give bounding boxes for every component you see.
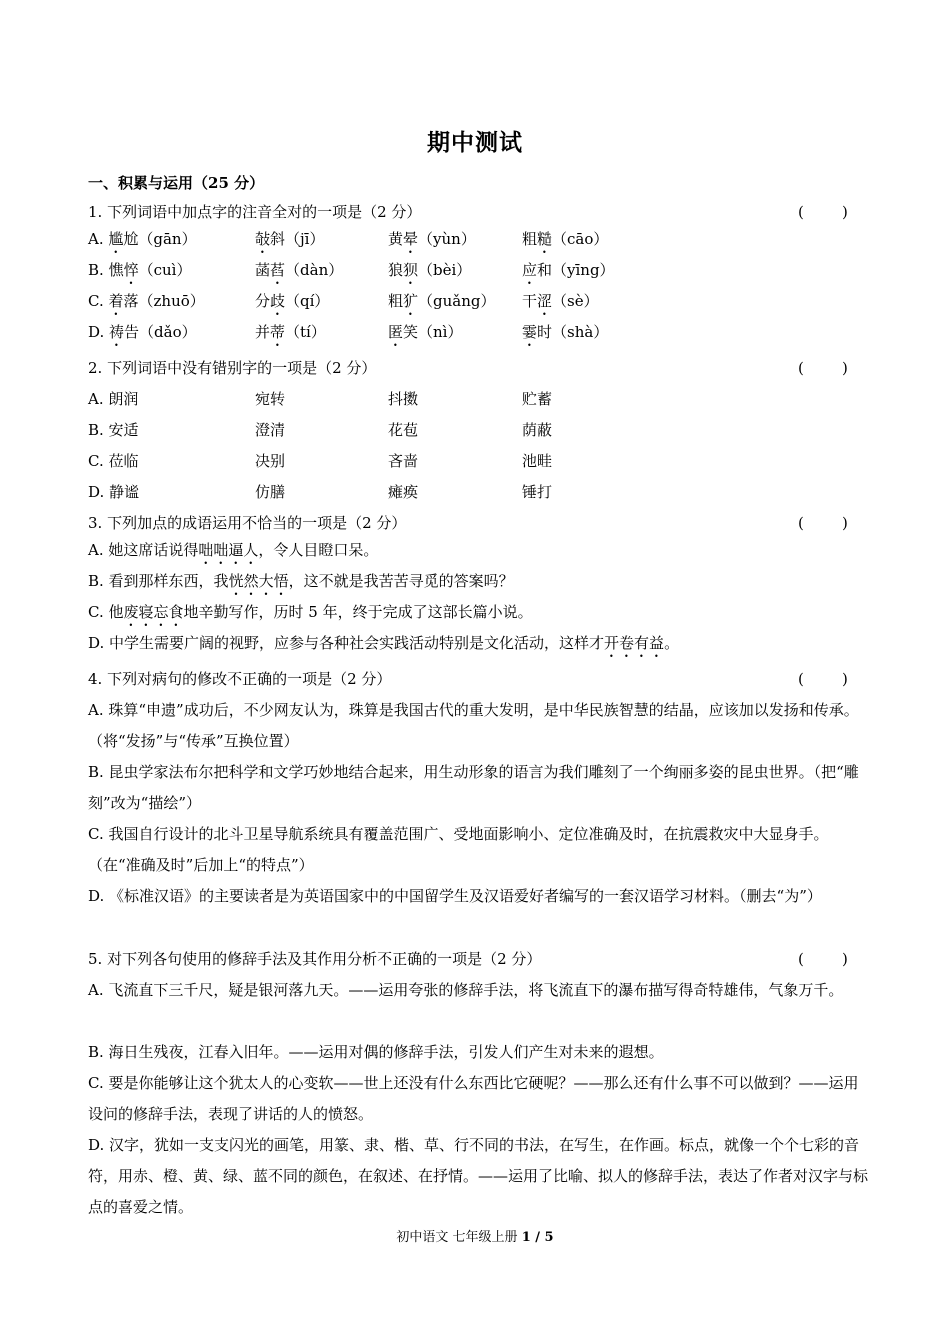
q2-option-4-3: 瘫痪 xyxy=(388,483,419,501)
q1-option-d-3: 匿笑（nì） xyxy=(388,323,463,341)
q2-option-1-3: 抖擞 xyxy=(388,390,419,408)
option-text: 地辛勤写作，历时 5 年，终于完成了这部长篇小说。 xyxy=(183,603,533,621)
page-footer xyxy=(0,1226,950,1245)
question-5-option-d: D. 汉字，犹如一支支闪光的画笔，用篆、隶、楷、草、行不同的书法，在写生，在作画。标点，就像一个个七彩的音符，用赤、橙、黄、绿、蓝不同的颜色，在叙述、在抒情。——运用了比喻、拟人的修辞手法，表达了作者对汉字与标点的喜爱之情。 xyxy=(88,1136,869,1216)
answer-blank-1[interactable]: ( ) xyxy=(798,203,848,221)
q1-option-b-2: 菡萏（dàn） xyxy=(255,261,344,279)
answer-blank-5[interactable]: ( ) xyxy=(798,950,848,968)
q2-option-2-4: 荫蔽 xyxy=(522,421,553,439)
q2-option-1-2: 宛转 xyxy=(255,390,286,408)
q2-option-4-4: 锤打 xyxy=(522,483,553,501)
question-5-option-c: C. 要是你能够让这个犹太人的心变软——世上还没有什么东西比它硬呢？——那么还有什么事不可以做到？——运用设问的修辞手法，表现了讲话的人的愤怒。 xyxy=(88,1074,859,1123)
dotted-idiom: 开卷有益 xyxy=(604,634,665,652)
q2-option-1-1: A. 朗润 xyxy=(88,390,139,408)
dotted-idiom: 废寝忘食 xyxy=(123,603,184,621)
page-number: 1 / 5 xyxy=(521,1230,554,1245)
q2-option-4-1: D. 静谧 xyxy=(88,483,140,501)
option-text: ，令人目瞪口呆。 xyxy=(258,541,379,559)
question-3-option-b xyxy=(88,571,514,599)
option-text: B. 看到那样东西，我 xyxy=(88,572,229,590)
q1-option-c-4: 干涩（sè） xyxy=(522,292,599,310)
q1-option-b-4: 应和（yīng） xyxy=(522,261,615,279)
q2-option-3-1: C. 莅临 xyxy=(88,452,139,470)
option-text: C. 他 xyxy=(88,603,124,621)
question-3-stem: 3. 下列加点的成语运用不恰当的一项是（2 分） xyxy=(88,514,407,532)
question-3-option-a xyxy=(88,540,378,568)
section-heading: 一、积累与运用（25 分） xyxy=(88,174,265,192)
question-4-option-c: C. 我国自行设计的北斗卫星导航系统具有覆盖范围广、受地面影响小、定位准确及时，在抗震救灾中大显身手。（在“准确及时”后加上“的特点”） xyxy=(88,825,829,874)
question-5-option-a: A. 飞流直下三千尺，疑是银河落九天。——运用夸张的修辞手法，将飞流直下的瀑布描写得奇特雄伟，气象万千。 xyxy=(88,981,844,999)
q1-option-b-1: B. 憔悴（cuì） xyxy=(88,261,192,279)
q2-option-4-2: 仿膳 xyxy=(255,483,286,501)
question-1-stem: 1. 下列词语中加点字的注音全对的一项是（2 分） xyxy=(88,203,422,221)
dotted-idiom: 咄咄逼人 xyxy=(198,541,259,559)
question-3-option-c xyxy=(88,602,533,630)
question-3-option-d xyxy=(88,633,679,661)
option-text: 。 xyxy=(664,634,680,652)
q2-option-3-4: 池畦 xyxy=(522,452,553,470)
q1-option-d-1: D. 祷告（dǎo） xyxy=(88,323,197,341)
q2-option-2-3: 花苞 xyxy=(388,421,419,439)
q2-option-1-4: 贮蓄 xyxy=(522,390,553,408)
footer-text: 初中语文 七年级上册 xyxy=(396,1230,522,1245)
question-4-option-d: D. 《标准汉语》的主要读者是为英语国家中的中国留学生及汉语爱好者编写的一套汉语学习材料。（删去“为”） xyxy=(88,887,822,905)
question-2-stem: 2. 下列词语中没有错别字的一项是（2 分） xyxy=(88,359,377,377)
q1-option-d-4: 霎时（shà） xyxy=(522,323,609,341)
q1-option-b-3: 狼狈（bèi） xyxy=(388,261,472,279)
option-text: D. 中学生需要广阔的视野，应参与各种社会实践活动特别是文化活动，这样才 xyxy=(88,634,605,652)
answer-blank-3[interactable]: ( ) xyxy=(798,514,848,532)
option-text: A. 她这席话说得 xyxy=(88,541,199,559)
question-4-option-a: A. 珠算“申遗”成功后，不少网友认为，珠算是我国古代的重大发明，是中华民族智慧的结晶，应该加以发扬和传承。（将“发扬”与“传承”互换位置） xyxy=(88,701,859,750)
option-text: ，这不就是我苦苦寻觅的答案吗？ xyxy=(288,572,514,590)
q1-option-d-2: 并蒂（tí） xyxy=(255,323,326,341)
q2-option-2-2: 澄清 xyxy=(255,421,286,439)
q1-option-c-2: 分歧（qí） xyxy=(255,292,330,310)
q2-option-3-3: 吝啬 xyxy=(388,452,419,470)
q2-option-3-2: 决别 xyxy=(255,452,286,470)
question-4-stem: 4. 下列对病句的修改不正确的一项是（2 分） xyxy=(88,670,392,688)
q1-option-a-2: 敧斜（jī） xyxy=(255,230,325,248)
question-5-option-b: B. 海日生残夜，江春入旧年。——运用对偶的修辞手法，引发人们产生对未来的遐想。 xyxy=(88,1043,664,1061)
question-4-option-b: B. 昆虫学家法布尔把科学和文学巧妙地结合起来，用生动形象的语言为我们雕刻了一个绚丽多姿的昆虫世界。（把“雕刻”改为“描绘”） xyxy=(88,763,859,812)
answer-blank-2[interactable]: ( ) xyxy=(798,359,848,377)
question-5-stem: 5. 对下列各句使用的修辞手法及其作用分析不正确的一项是（2 分） xyxy=(88,950,542,968)
q1-option-a-4: 粗糙（cāo） xyxy=(522,230,609,248)
q1-option-a-3: 黄晕（yùn） xyxy=(388,230,476,248)
answer-blank-4[interactable]: ( ) xyxy=(798,670,848,688)
page-title: 期中测试 xyxy=(427,129,523,156)
q1-option-c-3: 粗犷（guǎng） xyxy=(388,292,496,310)
q2-option-2-1: B. 安适 xyxy=(88,421,139,439)
dotted-idiom: 恍然大悟 xyxy=(228,572,289,590)
q1-option-a-1: A. 尴尬（gān） xyxy=(88,230,197,248)
q1-option-c-1: C. 着落（zhuō） xyxy=(88,292,205,310)
